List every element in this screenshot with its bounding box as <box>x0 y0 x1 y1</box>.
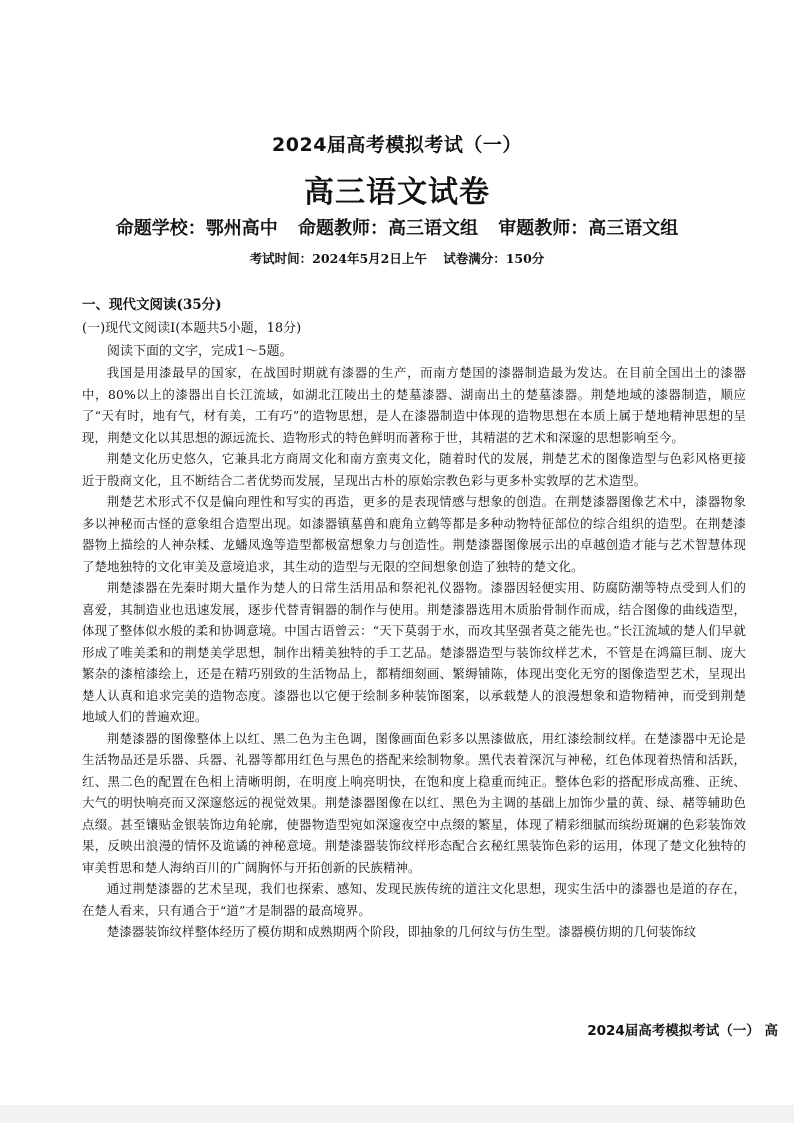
full-score: 试卷满分：150分 <box>443 251 545 266</box>
passage-paragraph: 荆楚艺术形式不仅是偏向理性和写实的再造，更多的是表现情感与想象的创造。在荆楚漆器图像艺术中，漆器物象多以神秘而古怪的意象组合造型出现。如漆器镇墓兽和鹿角立鹤等都是多种动物特征部位的综合组织的造型。在荆楚漆器物上描绘的人神杂糅、龙蟠凤逸等造型都极富想象力与创造性。荆楚漆器图像展示出的卓越创造才能与艺术智慧体现了楚地独特的文化审美及意境追求，其生动的造型与无限的空间想象创造了独特的楚文化。 <box>82 494 746 574</box>
author-line <box>0 214 794 240</box>
passage-paragraph: 荆楚漆器的图像整体上以红、黑二色为主色调，图像画面色彩多以黑漆做底，用红漆绘制纹样。在楚漆器中无论是生活物品还是乐器、兵器、礼器等都用红色与黑色的搭配来绘制物象。黑代表着深沉与神秘，红色体现着热情和活跃，红、黑二色的配置在色相上清晰明朗，在明度上响亮明快，在饱和度上稳重而纯正。整体色彩的搭配形成高雅、正统、大气的明快响亮而又深邃悠远的视觉效果。荆楚漆器图像在以红、黑色为主调的基础上加饰少量的黄、绿、赭等辅助色点缀。甚至镶贴金银装饰边角轮廓，使器物造型宛如深邃夜空中点缀的繁星，体现了精彩细腻而缤纷斑斓的色彩装饰效果，反映出浪漫的情怀及诡谲的神秘意境。荆楚漆器装饰纹样形态配合玄秘红黑装饰色彩的运用，体现了楚文化独特的审美哲思和楚人海纳百川的广阔胸怀与开拓创新的民族精神。 <box>82 730 746 875</box>
exam-info-line <box>0 249 794 267</box>
passage-paragraph: 荆楚漆器在先秦时期大量作为楚人的日常生活用品和祭祀礼仪器物。漆器因轻便实用、防腐防潮等特点受到人们的喜爱，其制造业也迅速发展，逐步代替青铜器的制作与使用。荆楚漆器选用木质胎骨制作而成，结合图像的曲线造型，体现了整体似水般的柔和协调意境。中国古语曾云：“天下莫弱于水，而攻其坚强者莫之能先也。”长江流域的楚人们早就形成了唯美柔和的荆楚美学思想，制作出精美独特的手工艺品。楚漆器造型与装饰纹样艺术，不管是在鸿篇巨制、庞大繁杂的漆棺漆绘上，还是在精巧别致的生活物品上，都精细刻画、繁缛铺陈，体现出变化无穷的图像造型艺术，呈现出楚人认真和追求完美的造物态度。漆器也以它便于绘制多种装饰图案，以承载楚人的浪漫想象和造物精神，而受到荆楚地域人们的普遍欢迎。 <box>82 580 746 724</box>
passage-paragraph: 荆楚文化历史悠久，它兼具北方商周文化和南方蛮夷文化，随着时代的发展，荆楚艺术的图像造型与色彩风格更接近于殷商文化，且不断结合二者优势而发展，呈现出古朴的原始宗教色彩与更多朴实敦厚的艺术造型。 <box>82 451 746 488</box>
exam-time: 考试时间：2024年5月2日上午 <box>249 251 427 266</box>
section-heading: 一、现代文阅读(35分) <box>82 297 222 313</box>
footer-page-mark: 高 <box>764 1023 778 1039</box>
page-footer <box>587 1019 778 1039</box>
reading-instruction: 阅读下面的文字，完成1～5题。 <box>107 344 293 359</box>
paper-title: 高三语文试卷 <box>304 175 490 210</box>
page-bottom-edge <box>0 1105 794 1123</box>
exam-title: 2024届高考模拟考试（一） <box>272 134 522 156</box>
passage-paragraph: 通过荆楚漆器的艺术呈现，我们也探索、感知、发现民族传统的道注文化思想，现实生活中的漆器也是道的存在，在楚人看来，只有通合于“道”才是制器的最高境界。 <box>82 881 746 918</box>
setter-label: 命题教师：高三语文组 <box>298 218 478 239</box>
sub-heading: (一)现代文阅读Ⅰ(本题共5小题，18分) <box>82 321 302 336</box>
reading-passage <box>82 362 746 943</box>
reviewer-label: 审题教师：高三语文组 <box>498 218 679 239</box>
footer-text: 2024届高考模拟考试（一） <box>587 1023 760 1039</box>
school-label: 命题学校：鄂州高中 <box>115 218 278 239</box>
passage-paragraph: 楚漆器装饰纹样整体经历了模仿期和成熟期两个阶段，即抽象的几何纹与仿生型。漆器模仿期的几何装饰纹 <box>106 924 697 939</box>
passage-paragraph: 我国是用漆最早的国家，在战国时期就有漆器的生产，而南方楚国的漆器制造最为发达。在目前全国出土的漆器中，80%以上的漆器出自长江流域，如湖北江陵出土的楚墓漆器、湖南出土的楚墓漆器。荆楚地域的漆器制造，顺应了“天有时，地有气，材有美，工有巧”的造物思想，是人在漆器制造中体现的造物思想在本质上属于楚地精神思想的呈现，荆楚文化以其思想的源远流长、造物形式的特色鲜明而著称于世，其精湛的艺术和深邃的思想影响至今。 <box>82 365 746 445</box>
